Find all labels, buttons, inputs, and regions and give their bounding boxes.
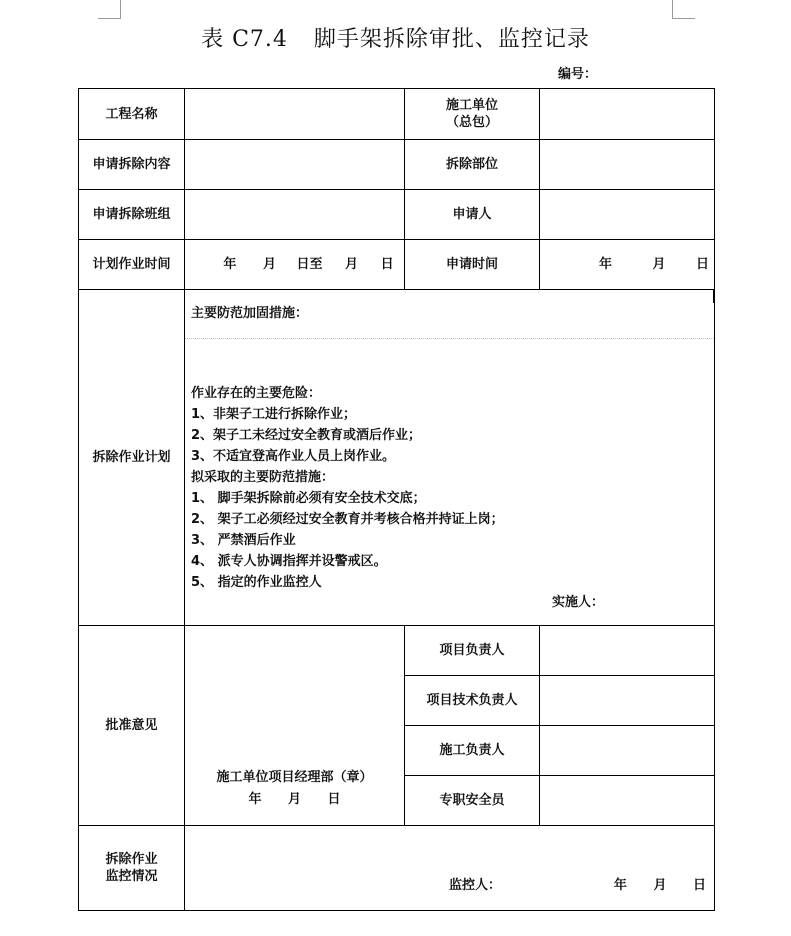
monitoring-label-line1: 拆除作业 — [105, 852, 158, 867]
monitoring-label-line2: 监控情况 — [105, 869, 158, 884]
countermeasures-title: 拟采取的主要防范措施： — [191, 470, 335, 485]
monitoring-status-label — [79, 826, 185, 911]
hazard-item: 2、架子工未经过安全教育或酒后作业； — [191, 428, 422, 443]
technical-leader-field[interactable] — [540, 676, 715, 726]
plan-body — [185, 339, 714, 593]
approval-opinion-label: 批准意见 — [79, 626, 185, 826]
applicant-label: 申请人 — [405, 190, 540, 240]
hazards-title: 作业存在的主要危险： — [191, 386, 322, 401]
project-name-label: 工程名称 — [79, 89, 185, 140]
monitor-date — [614, 877, 706, 894]
planned-start-day-to: 日至 — [296, 257, 323, 272]
text-cursor — [713, 289, 715, 303]
construction-leader-field[interactable] — [540, 726, 715, 776]
approval-date — [185, 789, 404, 811]
technical-leader-label: 项目技术负责人 — [405, 676, 540, 726]
row-demolition-content — [79, 140, 715, 190]
demolition-content-field[interactable] — [185, 140, 405, 190]
planned-time-label: 计划作业时间 — [79, 240, 185, 290]
planned-start-month: 月 — [262, 257, 276, 272]
approval-year: 年 — [248, 792, 262, 807]
approval-stamp — [185, 767, 404, 811]
row-approval-1 — [79, 626, 715, 676]
demolition-team-field[interactable] — [185, 190, 405, 240]
countermeasure-item: 5、 指定的作业监控人 — [191, 575, 322, 590]
countermeasure-item: 3、 严禁酒后作业 — [191, 533, 296, 548]
safety-officer-label: 专职安全员 — [405, 776, 540, 826]
monitor-month: 月 — [653, 878, 667, 893]
contractor-label — [405, 89, 540, 140]
demolition-part-field[interactable] — [540, 140, 715, 190]
planned-time-field[interactable] — [185, 240, 405, 290]
hazard-item: 3、不适宜登高作业人员上岗作业。 — [191, 449, 396, 464]
contractor-field[interactable] — [540, 89, 715, 140]
form-name: 脚手架拆除审批、监控记录 — [313, 27, 590, 52]
planned-end-month: 月 — [345, 257, 359, 272]
demolition-plan-content[interactable] — [185, 290, 715, 626]
countermeasure-item: 4、 派专人协调指挥并设警戒区。 — [191, 554, 387, 569]
demolition-team-label: 申请拆除班组 — [79, 190, 185, 240]
project-name-field[interactable] — [185, 89, 405, 140]
approval-stamp-area[interactable] — [185, 626, 405, 826]
reinforcement-measures-title: 主要防范加固措施： — [185, 290, 714, 339]
row-demolition-plan — [79, 290, 715, 626]
monitor-year: 年 — [613, 878, 627, 893]
serial-label: 编号： — [558, 67, 598, 82]
demolition-part-label: 拆除部位 — [405, 140, 540, 190]
approval-form-table — [78, 88, 715, 911]
application-time-label: 申请时间 — [405, 240, 540, 290]
row-project-name — [79, 89, 715, 140]
row-monitoring — [79, 826, 715, 911]
contractor-label-line2: （总包） — [445, 115, 498, 130]
page-corner-mark-right — [672, 0, 695, 19]
construction-leader-label: 施工负责人 — [405, 726, 540, 776]
monitor-day: 日 — [692, 878, 706, 893]
demolition-content-label: 申请拆除内容 — [79, 140, 185, 190]
planned-end-day: 日 — [380, 257, 394, 272]
approval-month: 月 — [287, 792, 301, 807]
monitor-person-label: 监控人： — [449, 878, 502, 893]
hazard-item: 1、非架子工进行拆除作业； — [191, 407, 357, 422]
row-demolition-team — [79, 190, 715, 240]
project-leader-field[interactable] — [540, 626, 715, 676]
project-leader-label: 项目负责人 — [405, 626, 540, 676]
countermeasure-item: 1、 脚手架拆除前必须有安全技术交底； — [191, 491, 426, 506]
application-day: 日 — [696, 257, 710, 272]
form-title — [0, 22, 791, 53]
application-year: 年 — [598, 257, 612, 272]
application-month: 月 — [652, 257, 666, 272]
monitoring-content[interactable] — [185, 826, 715, 911]
applicant-field[interactable] — [540, 190, 715, 240]
planned-start-year: 年 — [223, 257, 237, 272]
implementer-label: 实施人： — [551, 595, 604, 610]
form-code: 表 C7.4 — [201, 27, 288, 52]
row-schedule — [79, 240, 715, 290]
application-time-field[interactable] — [540, 240, 715, 290]
contractor-label-line1: 施工单位 — [445, 98, 498, 113]
demolition-plan-label: 拆除作业计划 — [79, 290, 185, 626]
countermeasure-item: 2、 架子工必须经过安全教育并考核合格并持证上岗； — [191, 512, 504, 527]
approval-day: 日 — [327, 792, 341, 807]
stamp-text: 施工单位项目经理部（章） — [216, 770, 373, 785]
serial-number — [558, 63, 617, 82]
page-corner-mark-left — [98, 0, 121, 19]
safety-officer-field[interactable] — [540, 776, 715, 826]
